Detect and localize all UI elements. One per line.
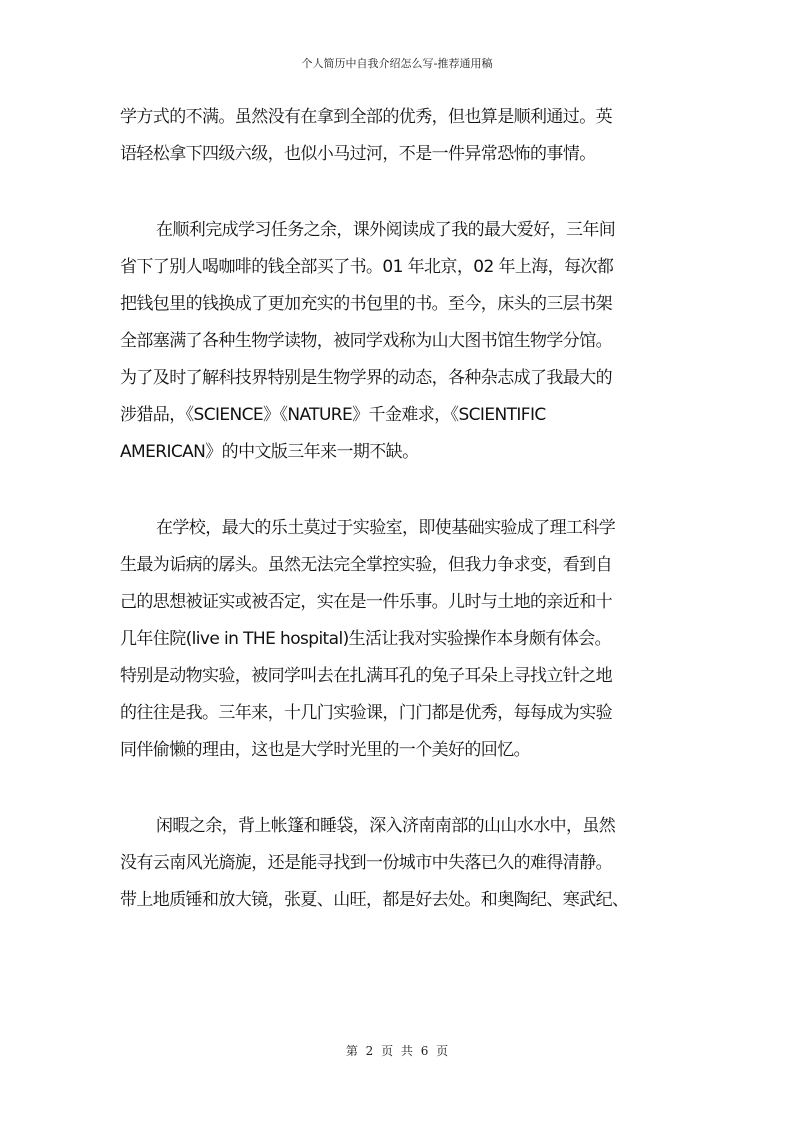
text-line: 省下了别人喝咖啡的钱全部买了书。01 年北京，02 年上海，每次都: [120, 257, 614, 277]
text-line: 生最为诟病的孱头。虽然无法完全掌控实验，但我力争求变，看到自: [120, 555, 612, 575]
text-line: 涉猎品，《SCIENCE》《NATURE》千金难求，《SCIENTIFIC: [120, 405, 546, 425]
text-line: 特别是动物实验，被同学叫去在扎满耳孔的兔子耳朵上寻找立针之地: [120, 666, 612, 686]
text-line: 把钱包里的钱换成了更加充实的书包里的书。至今，床头的三层书架: [120, 294, 612, 314]
text-line: 学方式的不满。虽然没有在拿到全部的优秀，但也算是顺利通过。英: [120, 107, 612, 127]
text-line: 语轻松拿下四级六级，也似小马过河，不是一件异常恐怖的事情。: [120, 144, 596, 164]
text-line: 为了及时了解科技界特别是生物学界的动态，各种杂志成了我最大的: [120, 368, 612, 388]
text-line: 带上地质锤和放大镜，张夏、山旺，都是好去处。和奥陶纪、寒武纪、: [120, 890, 629, 910]
page-header: 个人简历中自我介绍怎么写-推荐通用稿: [301, 57, 493, 70]
document-body: [120, 99, 676, 919]
page-number: 第 2 页 共 6 页: [345, 1044, 449, 1058]
text-line: 没有云南风光旖旎，还是能寻找到一份城市中失落已久的难得清静。: [120, 853, 612, 873]
text-line: 全部塞满了各种生物学读物，被同学戏称为山大图书馆生物学分馆。: [120, 331, 612, 351]
text-line: 的往往是我。三年来，十几门实验课，门门都是优秀，每每成为实验: [120, 703, 612, 723]
text-line: 同伴偷懒的理由，这也是大学时光里的一个美好的回忆。: [120, 740, 530, 760]
text-line: 在学校，最大的乐土莫过于实验室，即使基础实验成了理工科学: [156, 518, 616, 538]
text-line: 闲暇之余，背上帐篷和睡袋，深入济南南部的山山水水中，虽然: [156, 816, 616, 836]
text-line: 己的思想被证实或被否定，实在是一件乐事。儿时与土地的亲近和十: [120, 592, 612, 612]
text-line: 几年住院(live in THE hospital)生活让我对实验操作本身颇有体会。: [120, 629, 612, 649]
text-line: 在顺利完成学习任务之余，课外阅读成了我的最大爱好，三年间: [156, 220, 616, 240]
text-line: AMERICAN》的中文版三年来一期不缺。: [120, 442, 419, 462]
